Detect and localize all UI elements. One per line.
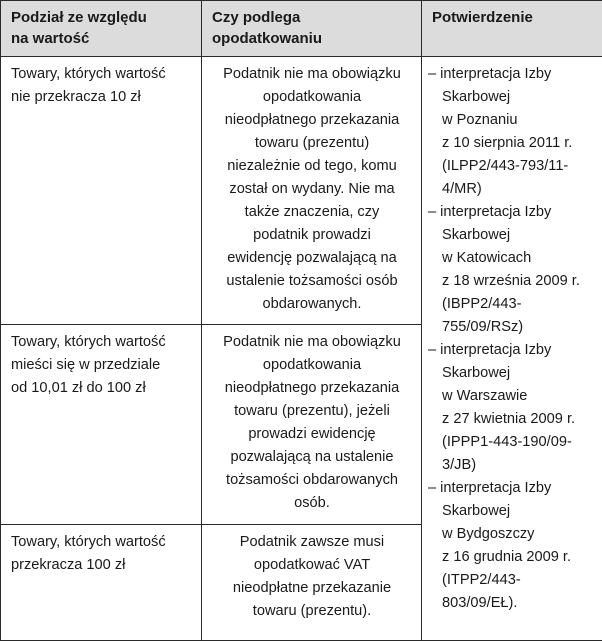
text-line: 4/MR) <box>428 178 598 201</box>
taxation-cell <box>202 325 422 525</box>
text-line: Skarbowej <box>428 224 598 247</box>
text-line: – interpretacja Izby <box>428 63 598 86</box>
text-line: mieści się w przedziale <box>11 354 192 377</box>
text-line: prowadzi ewidencję <box>212 423 412 446</box>
text-line: nieodpłatnego przekazania <box>212 109 412 132</box>
taxation-cell <box>202 57 422 325</box>
text-line: 803/09/EŁ). <box>428 592 598 615</box>
text-line: w Bydgoszczy <box>428 523 598 546</box>
text-line: – interpretacja Izby <box>428 339 598 362</box>
text-line: od 10,01 zł do 100 zł <box>11 377 192 400</box>
text-line: opodatkowania <box>212 354 412 377</box>
text-line: ewidencję pozwalającą na <box>212 247 412 270</box>
taxation-cell <box>202 525 422 641</box>
text-line: 755/09/RSz) <box>428 316 598 339</box>
text-line: Towary, których wartość <box>11 331 192 354</box>
text-line: z 18 września 2009 r. <box>428 270 598 293</box>
text-line: Skarbowej <box>428 500 598 523</box>
text-line: z 10 sierpnia 2011 r. <box>428 132 598 155</box>
table-row <box>1 57 602 325</box>
text-line: tożsamości obdarowanych <box>212 469 412 492</box>
text-line: z 16 grudnia 2009 r. <box>428 546 598 569</box>
text-line: także znaczenia, czy <box>212 201 412 224</box>
text-line: towaru (prezentu), jeżeli <box>212 400 412 423</box>
header-taxation <box>202 1 422 57</box>
text-line: opodatkować VAT <box>212 554 412 577</box>
header-line: Czy podlega <box>212 7 412 28</box>
text-line: w Warszawie <box>428 385 598 408</box>
text-line: (ILPP2/443-793/11- <box>428 155 598 178</box>
text-line: opodatkowania <box>212 86 412 109</box>
header-line: Potwierdzenie <box>432 7 593 28</box>
text-line: nie przekracza 10 zł <box>11 86 192 109</box>
text-line: Skarbowej <box>428 362 598 385</box>
category-cell <box>1 325 202 525</box>
text-line: Podatnik zawsze musi <box>212 531 412 554</box>
category-cell <box>1 525 202 641</box>
text-line: Towary, których wartość <box>11 531 192 554</box>
header-line: Podział ze względu <box>11 7 192 28</box>
text-line: Skarbowej <box>428 86 598 109</box>
text-line: Podatnik nie ma obowiązku <box>212 63 412 86</box>
text-line: (IPPP1-443-190/09- <box>428 431 598 454</box>
header-line: opodatkowaniu <box>212 28 412 49</box>
header-confirmation <box>422 1 602 57</box>
text-line: towaru (prezentu) <box>212 132 412 155</box>
text-line: Towary, których wartość <box>11 63 192 86</box>
text-line: (IBPP2/443- <box>428 293 598 316</box>
text-line: z 27 kwietnia 2009 r. <box>428 408 598 431</box>
text-line: towaru (prezentu). <box>212 600 412 623</box>
confirmation-cell <box>422 57 602 641</box>
text-line: (ITPP2/443- <box>428 569 598 592</box>
header-row <box>1 1 602 57</box>
text-line: w Katowicach <box>428 247 598 270</box>
text-line: został on wydany. Nie ma <box>212 178 412 201</box>
header-line: na wartość <box>11 28 192 49</box>
text-line: obdarowanych. <box>212 293 412 316</box>
text-line: nieodpłatnego przekazania <box>212 377 412 400</box>
category-cell <box>1 57 202 325</box>
text-line: Podatnik nie ma obowiązku <box>212 331 412 354</box>
header-value-split <box>1 1 202 57</box>
text-line: ustalenie tożsamości osób <box>212 270 412 293</box>
text-line: nieodpłatne przekazanie <box>212 577 412 600</box>
text-line: – interpretacja Izby <box>428 477 598 500</box>
text-line: 3/JB) <box>428 454 598 477</box>
text-line: pozwalającą na ustalenie <box>212 446 412 469</box>
text-line: w Poznaniu <box>428 109 598 132</box>
text-line: niezależnie od tego, komu <box>212 155 412 178</box>
text-line: przekracza 100 zł <box>11 554 192 577</box>
text-line: osób. <box>212 492 412 515</box>
text-line: podatnik prowadzi <box>212 224 412 247</box>
text-line: – interpretacja Izby <box>428 201 598 224</box>
